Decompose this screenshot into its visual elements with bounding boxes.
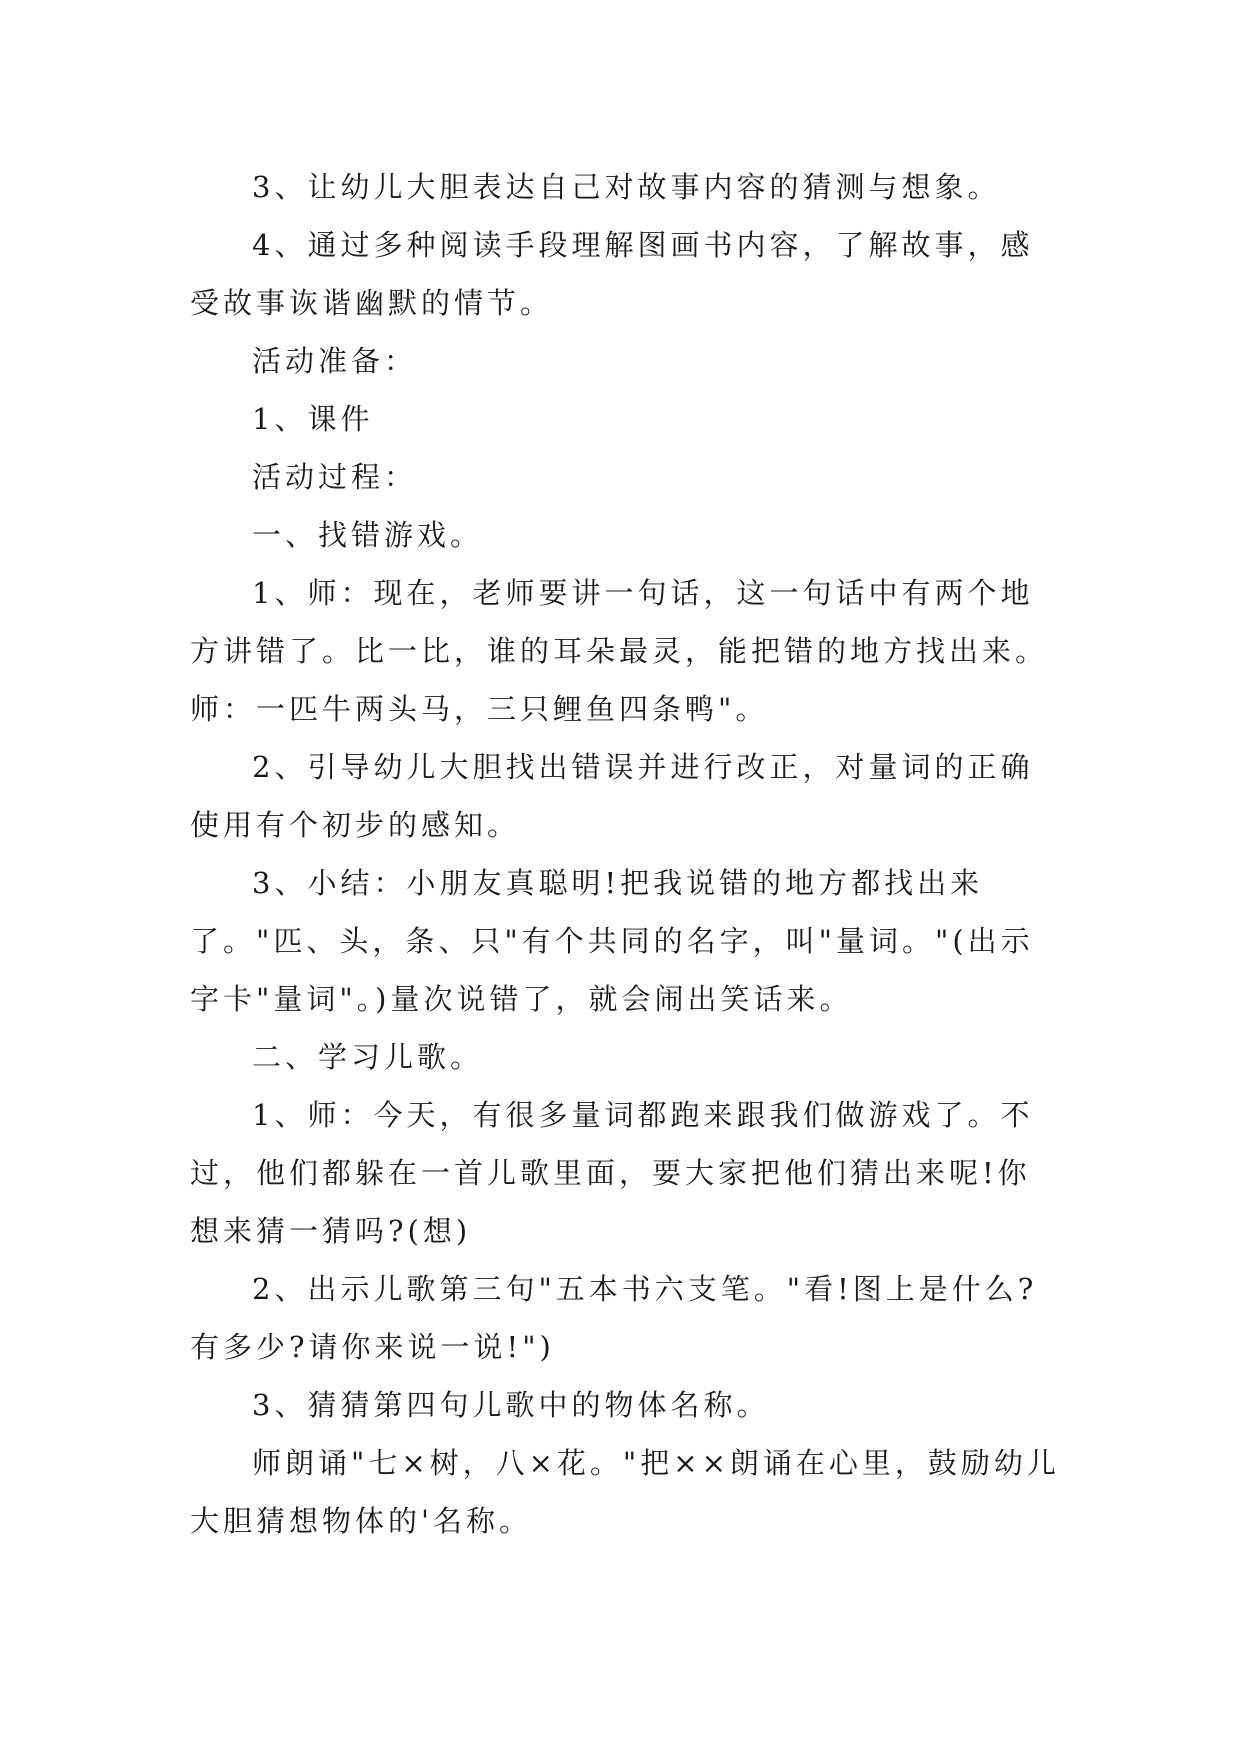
document-body — [190, 158, 1062, 1550]
paragraph: 师朗诵"七×树，八×花。"把××朗诵在心里，鼓励幼儿大胆猜想物体的'名称。 — [190, 1446, 1060, 1538]
paragraph: 2、引导幼儿大胆找出错误并进行改正，对量词的正确使用有个初步的感知。 — [190, 750, 1034, 842]
paragraph: 1、师：今天，有很多量词都跑来跟我们做游戏了。不过，他们都躲在一首儿歌里面，要大家把他们猜出来呢!你想来猜一猜吗?(想) — [190, 1098, 1034, 1248]
paragraph: 2、出示儿歌第三句"五本书六支笔。"看!图上是什么?有多少?请你来说一说!") — [190, 1272, 1038, 1364]
section-heading: 一、找错游戏。 — [252, 518, 484, 552]
paragraph: 1、师：现在，老师要讲一句话，这一句话中有两个地方讲错了。比一比，谁的耳朵最灵，能把错的地方找出来。师：一匹牛两头马，三只鲤鱼四条鸭"。 — [190, 576, 1049, 726]
paragraph: 4、通过多种阅读手段理解图画书内容，了解故事，感受故事诙谐幽默的情节。 — [190, 228, 1034, 320]
paragraph: 3、小结：小朋友真聪明!把我说错的地方都找出来了。"匹、头，条、只"有个共同的名字，叫"量词。"(出示字卡"量词"。)量次说错了，就会闹出笑话来。 — [190, 866, 1034, 1016]
section-heading: 活动过程： — [252, 460, 418, 494]
paragraph: 3、让幼儿大胆表达自己对故事内容的猜测与想象。 — [252, 170, 1001, 204]
section-heading: 二、学习儿歌。 — [252, 1040, 484, 1074]
paragraph: 1、课件 — [252, 402, 374, 436]
section-heading: 活动准备： — [252, 344, 418, 378]
paragraph: 3、猜猜第四句儿歌中的物体名称。 — [252, 1388, 770, 1422]
